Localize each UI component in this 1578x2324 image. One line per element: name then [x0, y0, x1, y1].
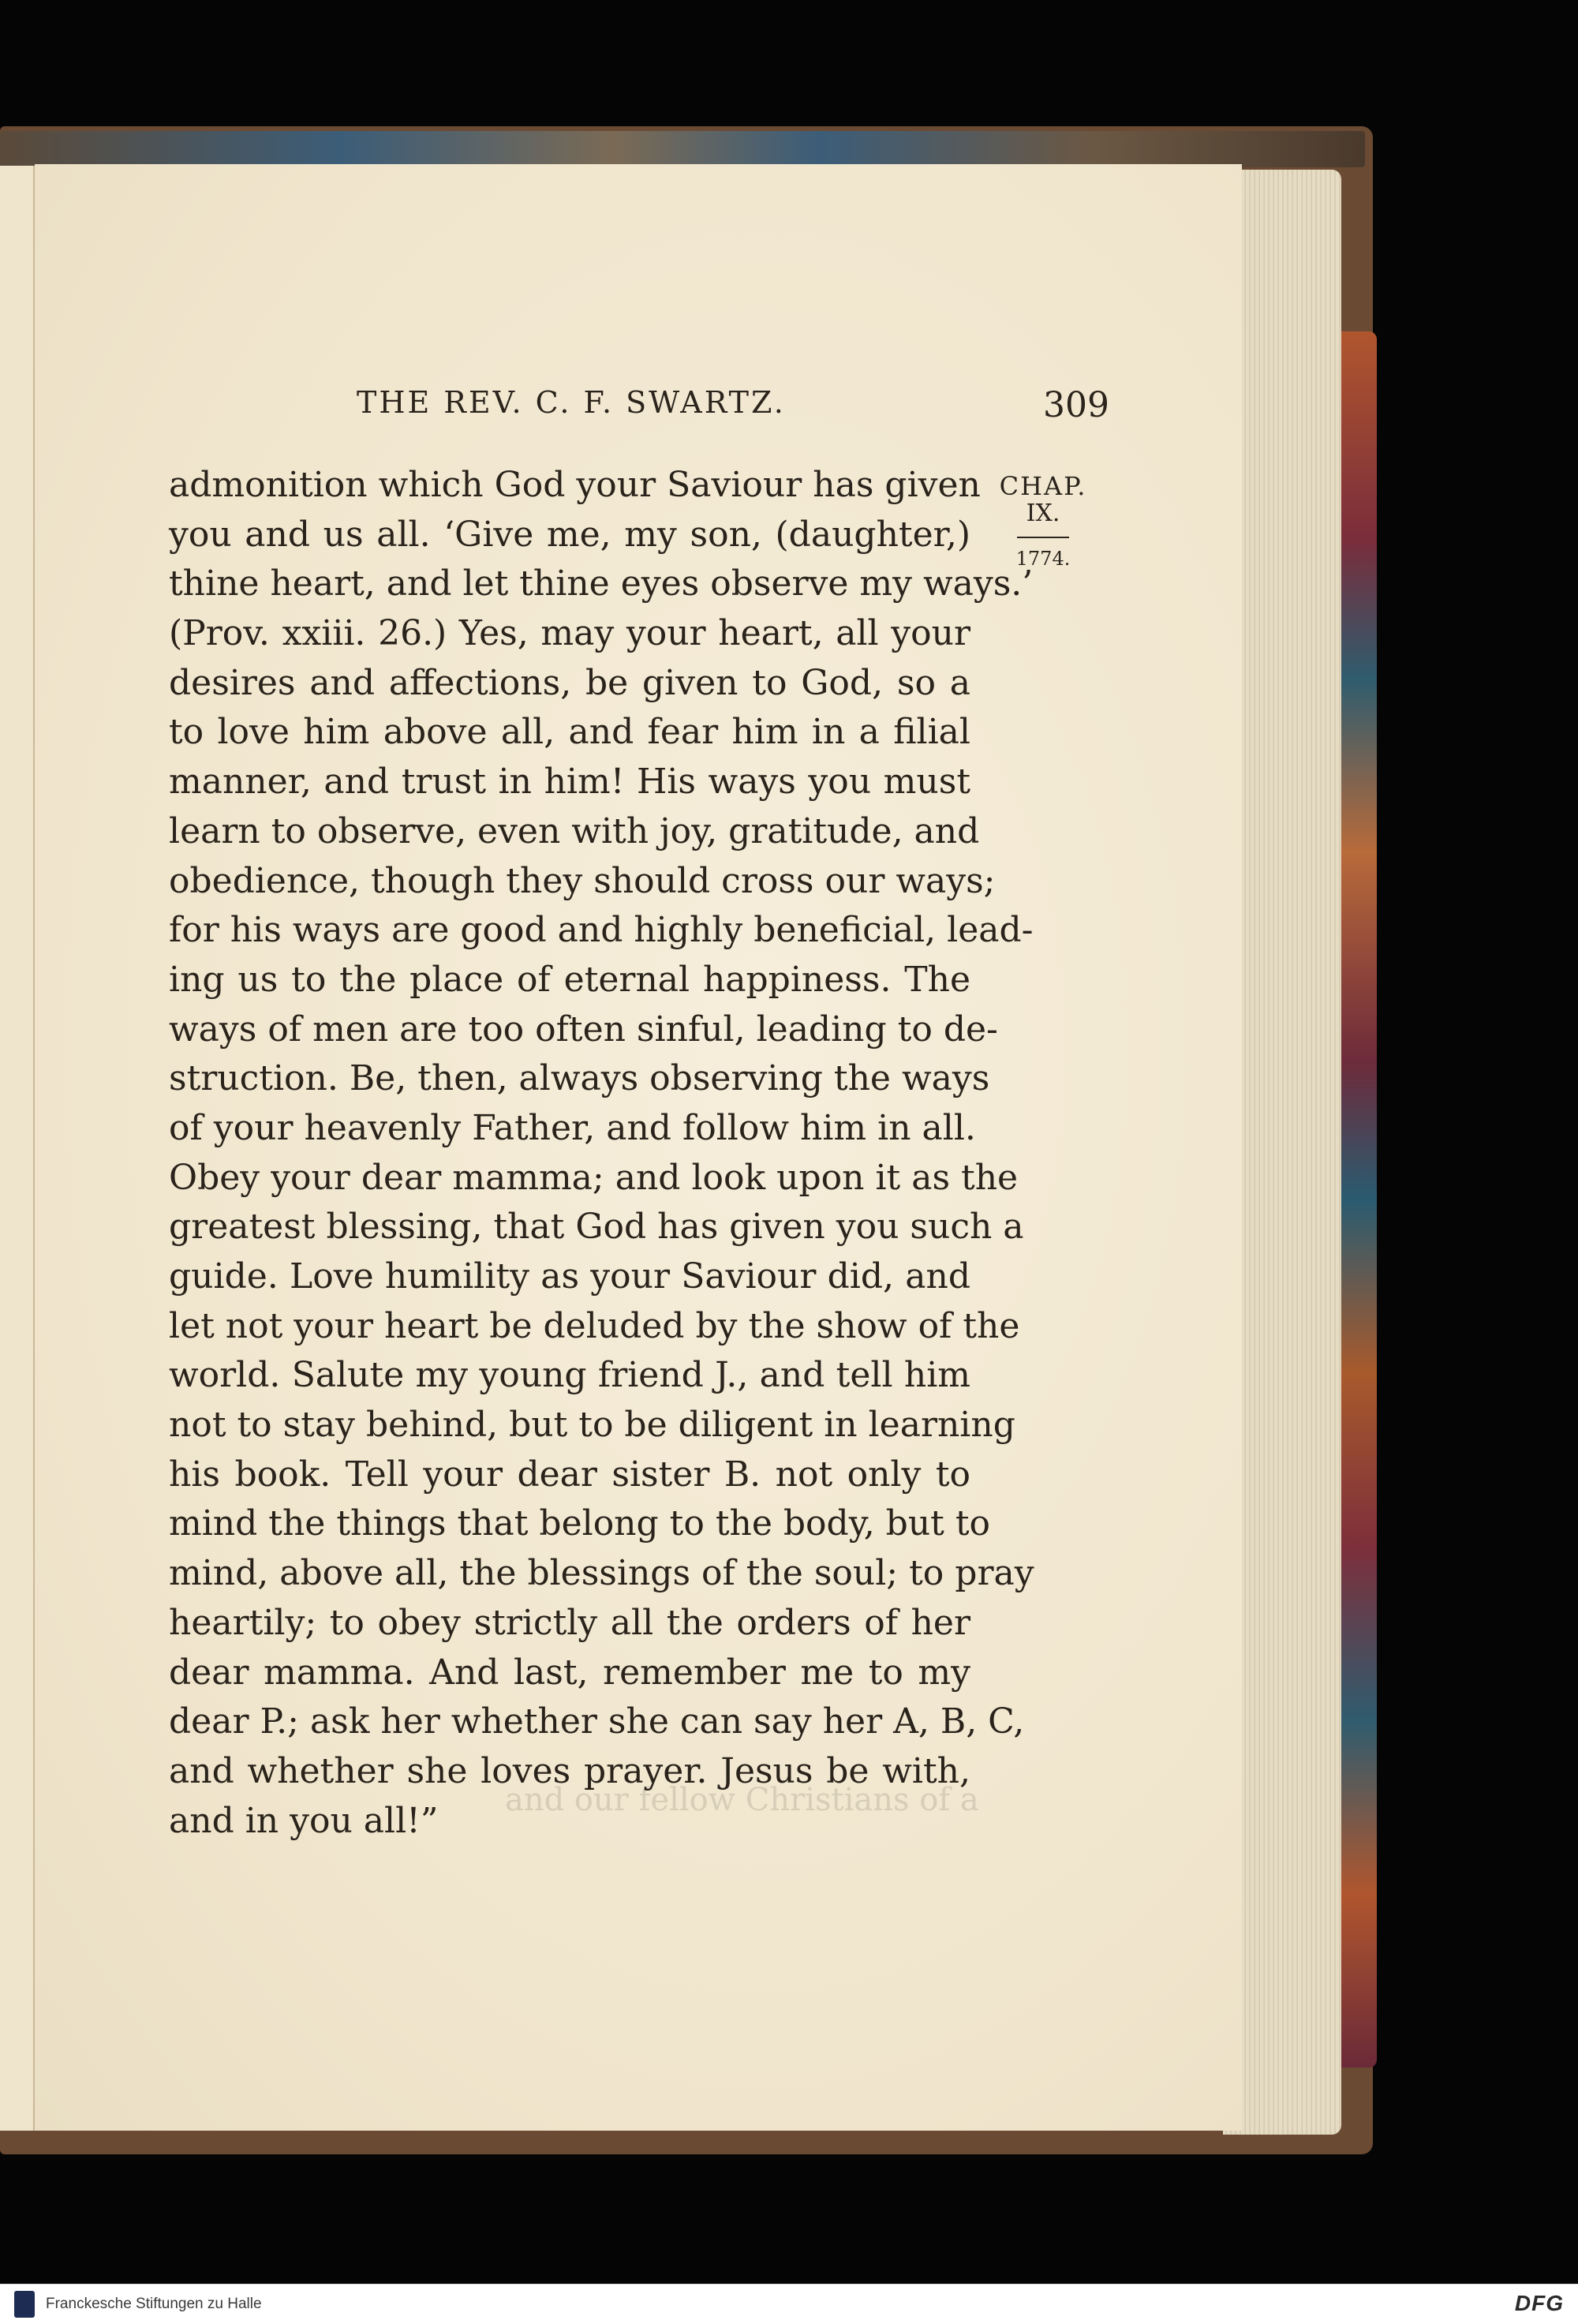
dfg-logo[interactable]: DFG [1514, 2291, 1564, 2315]
text-line: admonition which God your Saviour has given [169, 465, 981, 505]
text-line: learn to observe, even with joy, gratitude, and [169, 810, 980, 851]
text-line: to love him above all, and fear him in a filial [169, 712, 970, 753]
text-line-last: and in you all!” [169, 1800, 439, 1841]
text-line: let not your heart be deluded by the show of the [169, 1305, 1020, 1346]
text-line: dear P.; ask her whether she can say her A, B, C, [169, 1701, 1025, 1742]
text-line: not to stay behind, but to be diligent in learning [169, 1405, 1015, 1446]
text-line: Obey your dear mamma; and look upon it as the [169, 1157, 1019, 1198]
bleed-through-text: and our fellow Christians of a [505, 1782, 979, 1818]
institution-logo-icon[interactable] [14, 2291, 35, 2318]
book-spine-top [0, 131, 1365, 167]
viewer-footer [0, 2284, 1578, 2324]
body-text [169, 461, 1034, 1846]
running-head: THE REV. C. F. SWARTZ. [357, 385, 786, 420]
chapter-number: IX. [1026, 500, 1060, 527]
chapter-label: CHAP. [999, 471, 1087, 501]
margin-rule [1017, 537, 1069, 538]
text-line: mind, above all, the blessings of the soul; to pray [169, 1553, 1034, 1594]
text-line: heartily; to obey strictly all the orders of her [169, 1602, 970, 1643]
text-line: you and us all. ‘Give me, my son, (daughter,) [169, 514, 970, 555]
institution-link[interactable]: Franckesche Stiftungen zu Halle [46, 2296, 262, 2312]
text-line: of your heavenly Father, and follow him in all. [169, 1107, 976, 1148]
text-line: world. Salute my young friend J., and tell him [169, 1355, 970, 1396]
page-number: 309 [1043, 385, 1109, 425]
text-line: desires and affections, be given to God, so a [169, 662, 970, 703]
text-line: ing us to the place of eternal happiness. The [169, 959, 970, 1000]
text-line: greatest blessing, that God has given you such a [169, 1207, 1024, 1248]
text-line: his book. Tell your dear sister B. not only to [169, 1454, 970, 1495]
text-line: and whether she loves prayer. Jesus be with, [169, 1750, 970, 1791]
text-line: ways of men are too often sinful, leading to de- [169, 1009, 998, 1050]
text-line: mind the things that belong to the body, but to [169, 1503, 991, 1544]
margin-year: 1774. [1015, 548, 1071, 570]
margin-note [996, 472, 1090, 570]
text-line: dear mamma. And last, remember me to my [169, 1652, 970, 1693]
facing-page-edge [0, 166, 36, 2131]
text-line: struction. Be, then, always observing the ways [169, 1058, 990, 1099]
text-line: (Prov. xxiii. 26.) Yes, may your heart, all your [169, 613, 970, 654]
text-line: for his ways are good and highly beneficial, lead- [169, 910, 1034, 951]
text-line: manner, and trust in him! His ways you must [169, 762, 970, 803]
text-line: obedience, though they should cross our ways; [169, 860, 996, 901]
text-line: thine heart, and let thine eyes observe my ways.’ [169, 563, 1034, 604]
text-line: guide. Love humility as your Saviour did, and [169, 1256, 970, 1297]
